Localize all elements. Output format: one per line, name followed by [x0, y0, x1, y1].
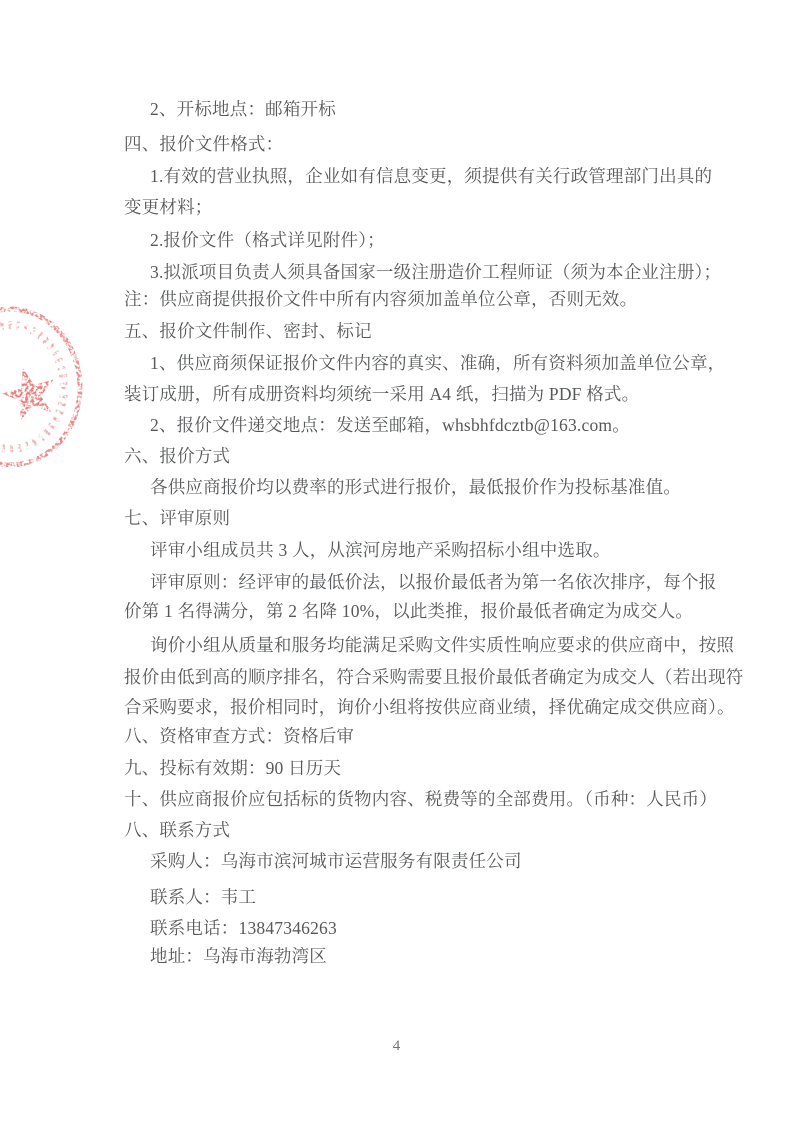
text-line: 2.报价文件（格式详见附件）； [150, 230, 385, 250]
text-line: 地址：乌海市海勃湾区 [150, 946, 327, 966]
seal-ring-text [0, 325, 64, 449]
text-line: 装订成册，所有成册资料均须统一采用 A4 纸，扫描为 PDF 格式。 [124, 384, 640, 404]
section-heading: 六、报价方式 [124, 446, 231, 466]
text-line: 2、开标地点：邮箱开标 [150, 99, 336, 119]
text-line: 联系人：韦工 [150, 887, 257, 907]
text-line: 1.有效的营业执照，企业如有信息变更，须提供有关行政管理部门出具的 [150, 166, 713, 186]
text-line: 联系电话：13847346263 [150, 918, 337, 938]
text-line: 各供应商报价均以费率的形式进行报价，最低报价作为投标基准值。 [150, 477, 681, 497]
section-heading: 八、资格审查方式：资格后审 [124, 726, 355, 746]
text-line: 合采购要求，报价相同时，询价小组将按供应商业绩，择优确定成交供应商）。 [124, 697, 735, 717]
section-heading: 十、供应商报价应包括标的货物内容、税费等的全部费用。（币种：人民币） [124, 789, 718, 809]
text-line: 采购人：乌海市滨河城市运营服务有限责任公司 [150, 851, 522, 871]
text-line: 询价小组从质量和服务均能满足采购文件实质性响应要求的供应商中，按照 [150, 635, 735, 655]
seal-outer-ring [0, 309, 80, 465]
text-line: 评审小组成员共 3 人，从滨河房地产采购招标小组中选取。 [150, 540, 611, 560]
page-number: 4 [392, 1038, 401, 1054]
text-line: 1、供应商须保证报价文件内容的真实、准确，所有资料须加盖单位公章， [150, 353, 726, 373]
section-heading: 五、报价文件制作、密封、标记 [124, 321, 372, 341]
section-heading: 八、联系方式 [124, 820, 231, 840]
text-line: 变更材料； [124, 197, 213, 217]
section-heading: 七、评审原则 [124, 508, 231, 528]
section-heading: 四、报价文件格式： [124, 134, 284, 154]
official-seal-stamp-icon [0, 295, 110, 485]
note-line: 注：供应商提供报价文件中所有内容须加盖单位公章，否则无效。 [124, 289, 638, 309]
text-line: 评审原则：经评审的最低价法，以报价最低者为第一名依次排序，每个报 [150, 572, 717, 592]
text-line: 报价由低到高的顺序排名，符合采购需要且报价最低者确定为成交人（若出现符 [124, 667, 744, 687]
seal-star [0, 361, 62, 424]
section-heading: 九、投标有效期：90 日历天 [124, 758, 342, 778]
text-line: 2、报价文件递交地点：发送至邮箱，whsbhfdcztb@163.com。 [150, 415, 630, 435]
text-line: 3.拟派项目负责人须具备国家一级注册造价工程师证（须为本企业注册）； [150, 262, 722, 282]
text-line: 价第 1 名得满分，第 2 名降 10%，以此类推，报价最低者确定为成交人。 [124, 601, 694, 621]
